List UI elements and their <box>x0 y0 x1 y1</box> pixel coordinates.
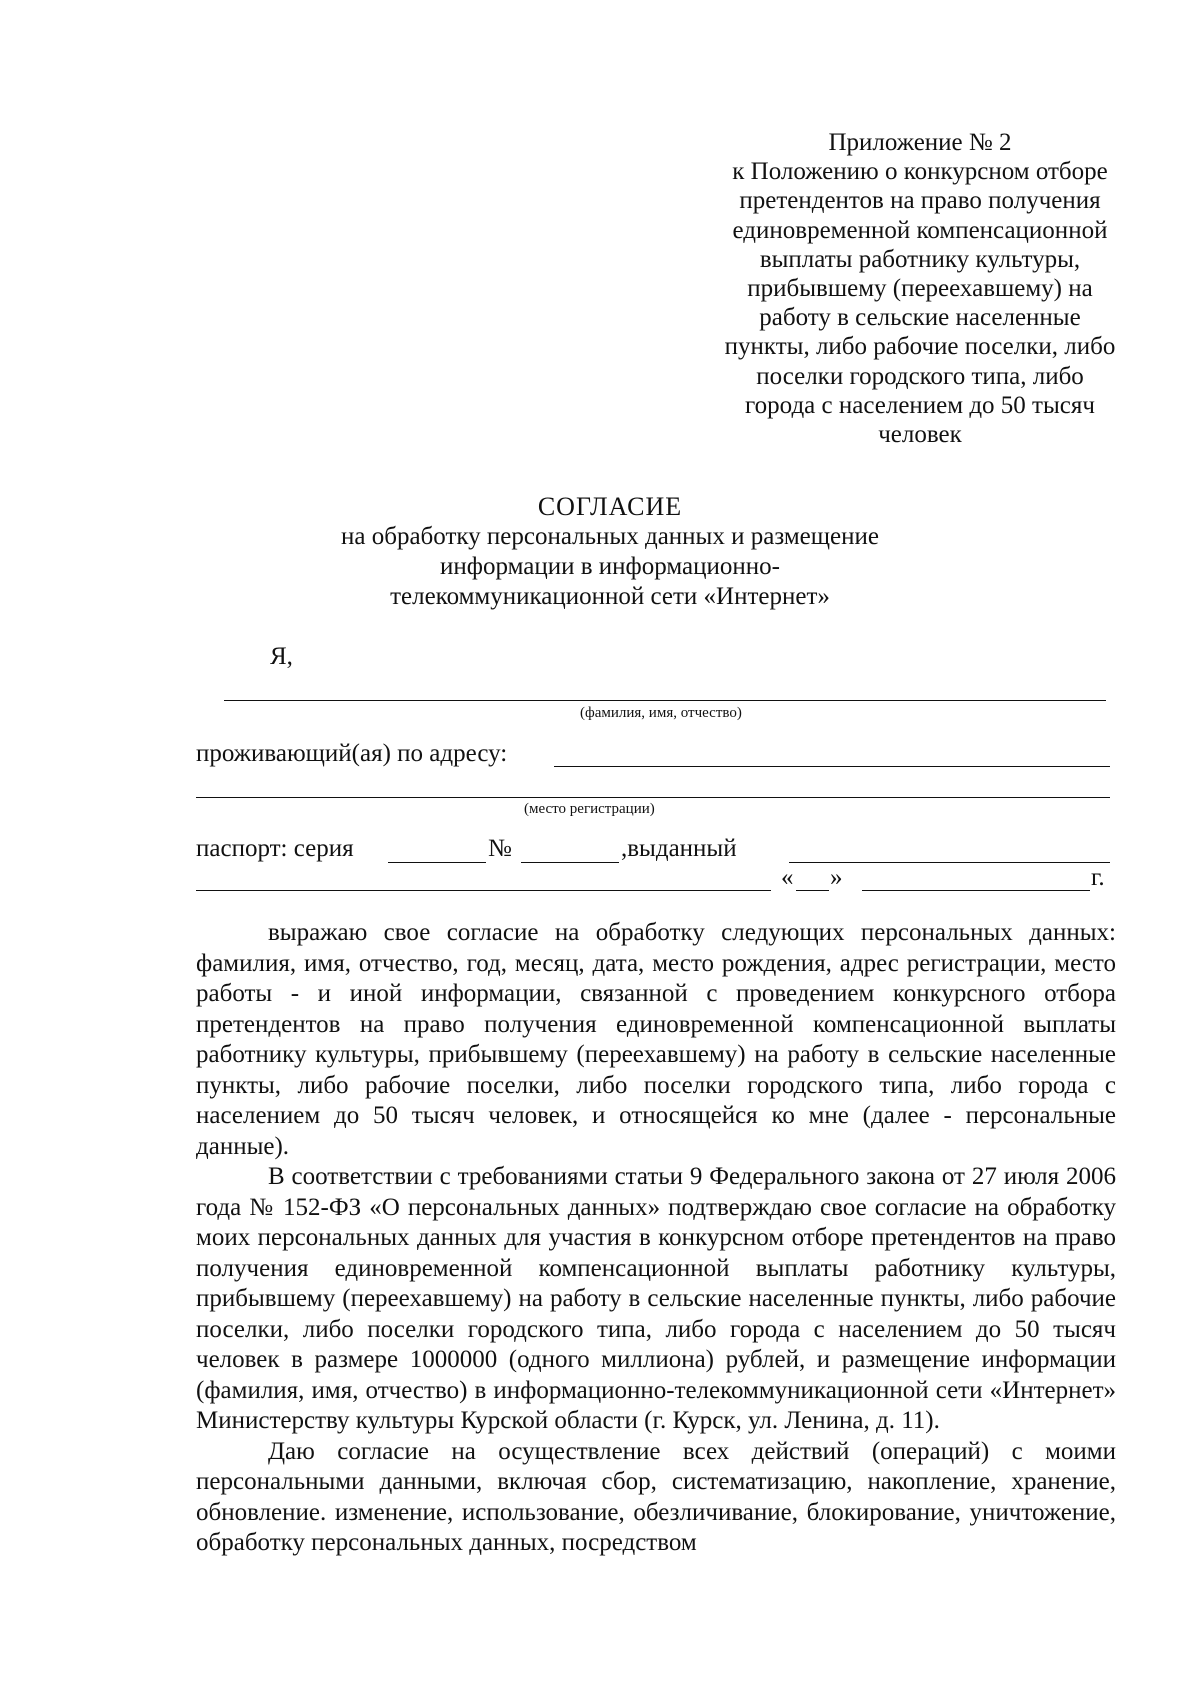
fio-field-line[interactable] <box>224 700 1106 701</box>
appendix-line: поселки городского типа, либо <box>756 362 1084 390</box>
passport-series-field[interactable] <box>388 862 486 863</box>
passport-issued-label: ,выданный <box>621 835 737 862</box>
registration-caption: (место регистрации) <box>524 801 655 817</box>
appendix-line: прибывшему (переехавшему) на <box>747 275 1093 303</box>
document-title-block <box>320 492 900 612</box>
consent-paragraph: Даю согласие на осуществление всех действий (операций) с моими персональными данными, включая сбор, систематизацию, накопление, хранение, обновление. изменение, использование, обезличивание, блокирование, уничтожение, обработку персональных данных, посредством <box>196 1437 1116 1556</box>
address-field-line[interactable] <box>554 766 1110 767</box>
passport-issued-by-field-2[interactable] <box>196 890 771 891</box>
passport-number-field[interactable] <box>521 862 619 863</box>
passport-series-label: паспорт: серия <box>196 835 354 862</box>
document-title: СОГЛАСИЕ <box>537 492 683 521</box>
document-subtitle-line: на обработку персональных данных и размещение <box>341 523 879 550</box>
appendix-line: выплаты работнику культуры, <box>759 245 1081 273</box>
issue-day-field[interactable] <box>796 890 829 891</box>
document-subtitle-line: телекоммуникационной сети «Интернет» <box>390 583 830 610</box>
passport-number-label: № <box>488 835 512 862</box>
date-quote-open: « <box>781 864 794 891</box>
consent-paragraph: В соответствии с требованиями статьи 9 Федерального закона от 27 июля 2006 года № 152-ФЗ «О персональных данных» подтверждаю свое согласие на обработку моих персональных данных для участия в конкурсном отборе претендентов на право получения единовременной компенсационной выплаты работнику культуры, прибывшему (переехавшему) на работу в сельские населенные пункты, либо рабочие поселки, либо поселки городского типа, либо города с населением до 50 тысяч человек в размере 1000000 (одного миллиона) рублей, и размещение информации (фамилия, имя, отчество) в информационно-телекоммуникационной сети «Интернет» Министерству культуры Курской области (г. Курск, ул. Ленина, д. 11). <box>196 1163 1116 1434</box>
consent-body <box>196 918 1116 1559</box>
issue-month-field[interactable] <box>862 890 1090 891</box>
appendix-line: города с населением до 50 тысяч <box>745 391 1095 419</box>
appendix-line: единовременной компенсационной <box>732 216 1108 244</box>
date-quote-close: » <box>830 864 843 891</box>
consent-paragraph: выражаю свое согласие на обработку следующих персональных данных: фамилия, имя, отчество, год, месяц, дата, место рождения, адрес регистрации, место работы - и иной информации, связанной с проведением конкурсного отбора претендентов на право получения единовременной компенсационной выплаты работнику культуры, прибывшему (переехавшему) на работу в сельские населенные пункты, либо рабочие поселки, либо поселки городского типа, либо города с населением до 50 тысяч человек, и относящейся ко мне (далее - персональные данные). <box>196 919 1116 1160</box>
appendix-line: человек <box>878 421 962 449</box>
year-suffix: г. <box>1091 864 1105 891</box>
document-subtitle-line: информации в информационно- <box>440 553 780 580</box>
appendix-header <box>690 128 1150 449</box>
address-field-line-2[interactable] <box>196 797 1110 798</box>
address-label: проживающий(ая) по адресу: <box>196 740 508 767</box>
appendix-line: пункты, либо рабочие поселки, либо <box>724 333 1116 361</box>
appendix-line: претендентов на право получения <box>739 187 1101 215</box>
appendix-line: к Положению о конкурсном отборе <box>732 158 1108 186</box>
appendix-line: работу в сельские населенные <box>759 304 1081 332</box>
fio-caption: (фамилия, имя, отчество) <box>580 705 742 721</box>
appendix-line: Приложение № 2 <box>828 129 1012 156</box>
passport-issued-by-field[interactable] <box>789 862 1110 863</box>
ya-label: Я, <box>270 643 293 670</box>
